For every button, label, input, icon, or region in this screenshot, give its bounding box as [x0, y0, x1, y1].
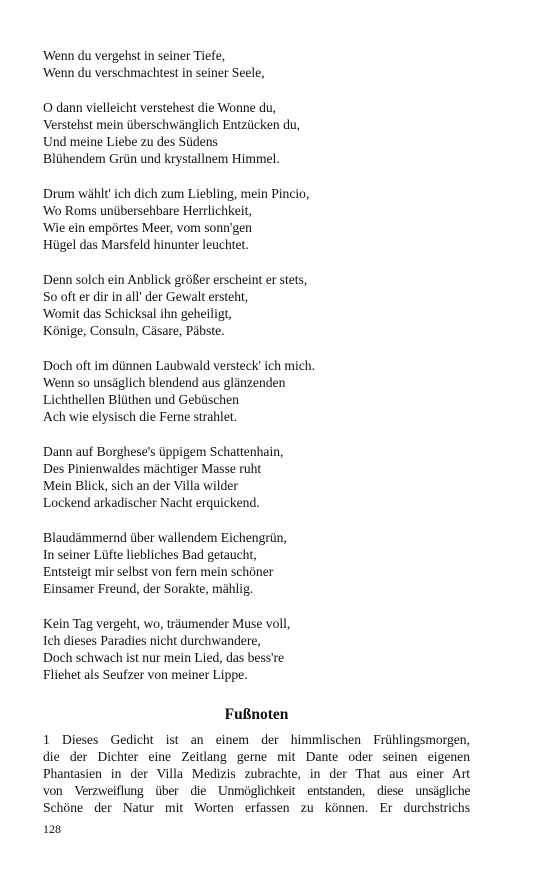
poem-line: Blaudämmernd über wallendem Eichengrün, — [43, 530, 287, 545]
footnote-line: die der Dichter eine Zeitlang gerne mit Dante oder seinen eigenen — [43, 749, 470, 764]
poem-line: O dann vielleicht verstehest die Wonne du, — [43, 100, 277, 115]
poem-line: So oft er dir in all' der Gewalt ersteht, — [43, 289, 249, 304]
poem-line: Kein Tag vergeht, wo, träumender Muse voll, — [43, 616, 291, 631]
poem-line: Verstehst mein überschwänglich Entzücken du, — [43, 117, 301, 132]
poem-line: Denn solch ein Anblick größer erscheint er stets, — [43, 272, 308, 287]
poem-line: Ich dieses Paradies nicht durchwandere, — [43, 633, 261, 648]
footnote-line: 1 Dieses Gedicht ist an einem der himmlischen Frühlingsmorgen, — [43, 732, 470, 747]
footnote-line: Schöne der Natur mit Worten erfassen zu können. Er durchstrichs — [43, 800, 470, 815]
document-page — [43, 47, 470, 816]
poem-line: Könige, Consuln, Cäsare, Päbste. — [43, 323, 225, 338]
poem-line: Wo Roms unübersehbare Herrlichkeit, — [43, 203, 252, 218]
poem-line: Lichthellen Blüthen und Gebüschen — [43, 392, 239, 407]
poem-stanza-4 — [43, 271, 470, 339]
poem-stanza-8 — [43, 615, 470, 683]
footnote-body — [43, 731, 470, 816]
poem-line: Wenn so unsäglich blendend aus glänzenden — [43, 375, 286, 390]
poem-line: Wenn du vergehst in seiner Tiefe, — [43, 48, 226, 63]
poem-line: Drum wählt' ich dich zum Liebling, mein Pincio, — [43, 186, 310, 201]
poem-stanza-1 — [43, 47, 470, 81]
poem-line: Doch oft im dünnen Laubwald versteck' ich mich. — [43, 358, 315, 373]
poem-stanza-7 — [43, 529, 470, 597]
footnote-line: Phantasien in der Villa Medizis zubrachte, in der That aus einer Art — [43, 766, 470, 781]
poem-line: Dann auf Borghese's üppigem Schattenhain, — [43, 444, 284, 459]
poem-line: Doch schwach ist nur mein Lied, das bess're — [43, 650, 285, 665]
poem-line: Blühendem Grün und krystallnem Himmel. — [43, 151, 280, 166]
poem-line: Wenn du verschmachtest in seiner Seele, — [43, 65, 265, 80]
poem-line: Ach wie elysisch die Ferne strahlet. — [43, 409, 238, 424]
poem-line: In seiner Lüfte liebliches Bad getaucht, — [43, 547, 257, 562]
poem-line: Womit das Schicksal ihn geheiligt, — [43, 306, 232, 321]
poem-line: Einsamer Freund, der Sorakte, mählig. — [43, 581, 254, 596]
poem-line: Entsteigt mir selbst von fern mein schöner — [43, 564, 274, 579]
poem-line: Fliehet als Seufzer von meiner Lippe. — [43, 667, 248, 682]
poem — [43, 47, 470, 683]
footnotes-heading: Fußnoten — [224, 706, 289, 723]
poem-stanza-5 — [43, 357, 470, 425]
poem-stanza-2 — [43, 99, 470, 167]
footnote-line: von Verzweiflung über die Unmöglichkeit entstanden, diese unsägliche — [43, 783, 470, 798]
poem-stanza-6 — [43, 443, 470, 511]
poem-line: Und meine Liebe zu des Südens — [43, 134, 218, 149]
poem-stanza-3 — [43, 185, 470, 253]
page-number: 128 — [43, 822, 61, 836]
poem-line: Wie ein empörtes Meer, vom sonn'gen — [43, 220, 252, 235]
poem-line: Des Pinienwaldes mächtiger Masse ruht — [43, 461, 262, 476]
poem-line: Mein Blick, sich an der Villa wilder — [43, 478, 238, 493]
poem-line: Hügel das Marsfeld hinunter leuchtet. — [43, 237, 249, 252]
poem-line: Lockend arkadischer Nacht erquickend. — [43, 495, 260, 510]
